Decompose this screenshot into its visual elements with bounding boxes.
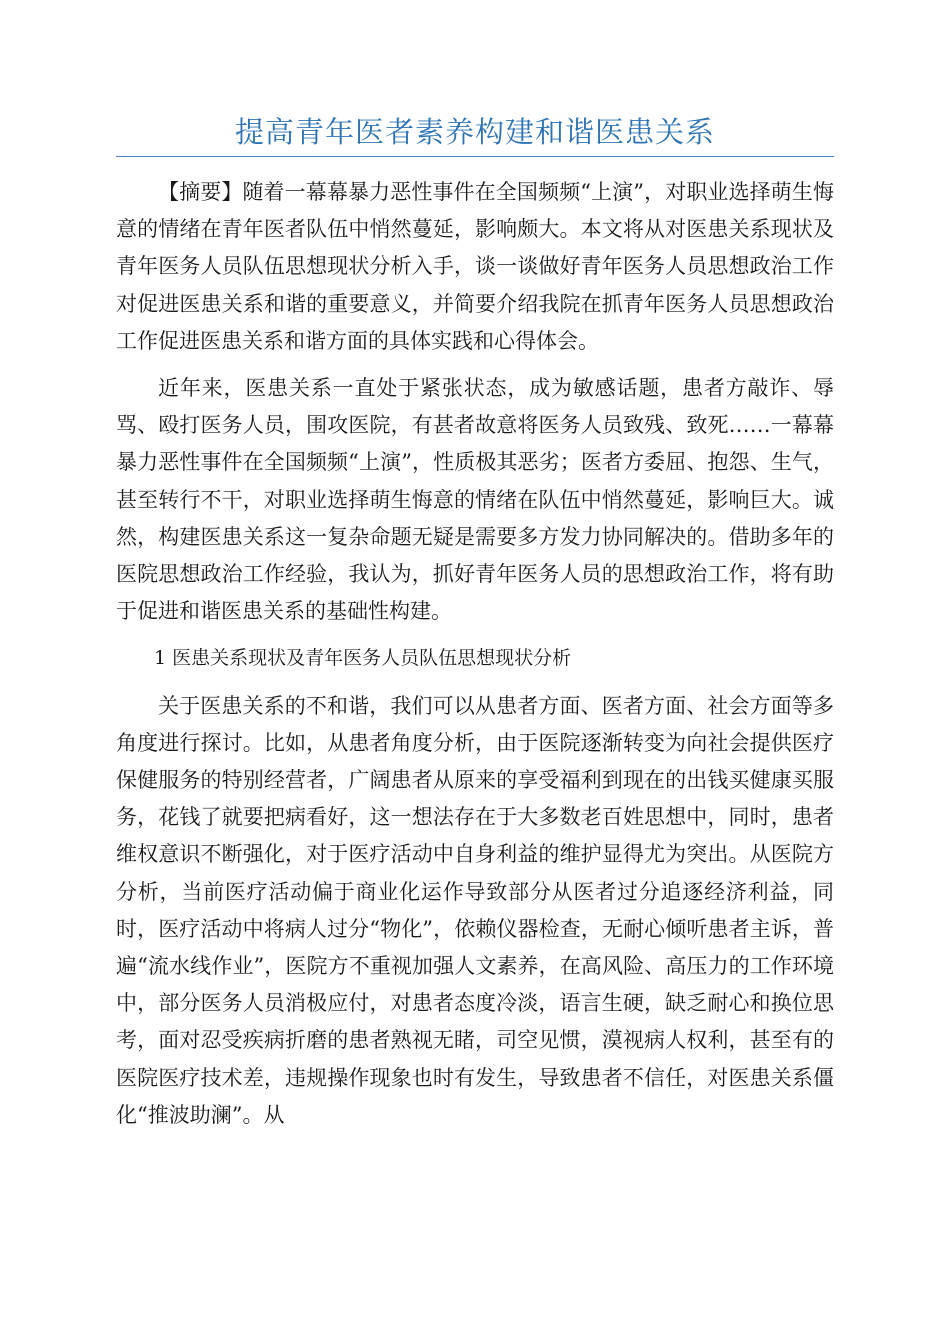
intro-paragraph: 近年来，医患关系一直处于紧张状态，成为敏感话题，患者方敲诈、辱骂、殴打医务人员，围攻医院，有甚者故意将医务人员致残、致死……一幕幕暴力恶性事件在全国频频“上演”，性质极其恶劣；医者方委屈、抱怨、生气，甚至转行不干，对职业选择萌生悔意的情绪在队伍中悄然蔓延，影响巨大。诚然，构建医患关系这一复杂命题无疑是需要多方发力协同解决的。借助多年的医院思想政治工作经验，我认为，抓好青年医务人员的思想政治工作，将有助于促进和谐医患关系的基础性构建。 [116, 376, 834, 624]
title-underline [116, 156, 834, 157]
title-block [116, 110, 834, 157]
section-heading: 1 医患关系现状及青年医务人员队伍思想现状分析 [154, 647, 572, 670]
document-title: 提高青年医者素养构建和谐医患关系 [234, 115, 715, 149]
section-body-paragraph: 关于医患关系的不和谐，我们可以从患者方面、医者方面、社会方面等多角度进行探讨。比如，从患者角度分析，由于医院逐渐转变为向社会提供医疗保健服务的特别经营者，广阔患者从原来的享受福利到现在的出钱买健康买服务，花钱了就要把病看好，这一想法存在于大多数老百姓思想中，同时，患者维权意识不断强化，对于医疗活动中自身利益的维护显得尤为突出。从医院方分析，当前医疗活动偏于商业化运作导致部分从医者过分追逐经济利益，同时，医疗活动中将病人过分“物化”，依赖仪器检查，无耐心倾听患者主诉，普遍“流水线作业”，医院方不重视加强人文素养，在高风险、高压力的工作环境中，部分医务人员消极应付，对患者态度冷淡，语言生硬，缺乏耐心和换位思考，面对忍受疾病折磨的患者熟视无睹，司空见惯，漠视病人权利，甚至有的医院医疗技术差，违规操作现象也时有发生，导致患者不信任，对医患关系僵化“推波助澜”。从 [116, 693, 834, 1127]
document-body [116, 174, 834, 1134]
abstract-paragraph: 【摘要】随着一幕幕暴力恶性事件在全国频频“上演”，对职业选择萌生悔意的情绪在青年医者队伍中悄然蔓延，影响颇大。本文将从对医患关系现状及青年医务人员队伍思想现状分析入手，谈一谈做好青年医务人员思想政治工作对促进医患关系和谐的重要意义，并简要介绍我院在抓青年医务人员思想政治工作促进医患关系和谐方面的具体实践和心得体会。 [116, 180, 834, 353]
